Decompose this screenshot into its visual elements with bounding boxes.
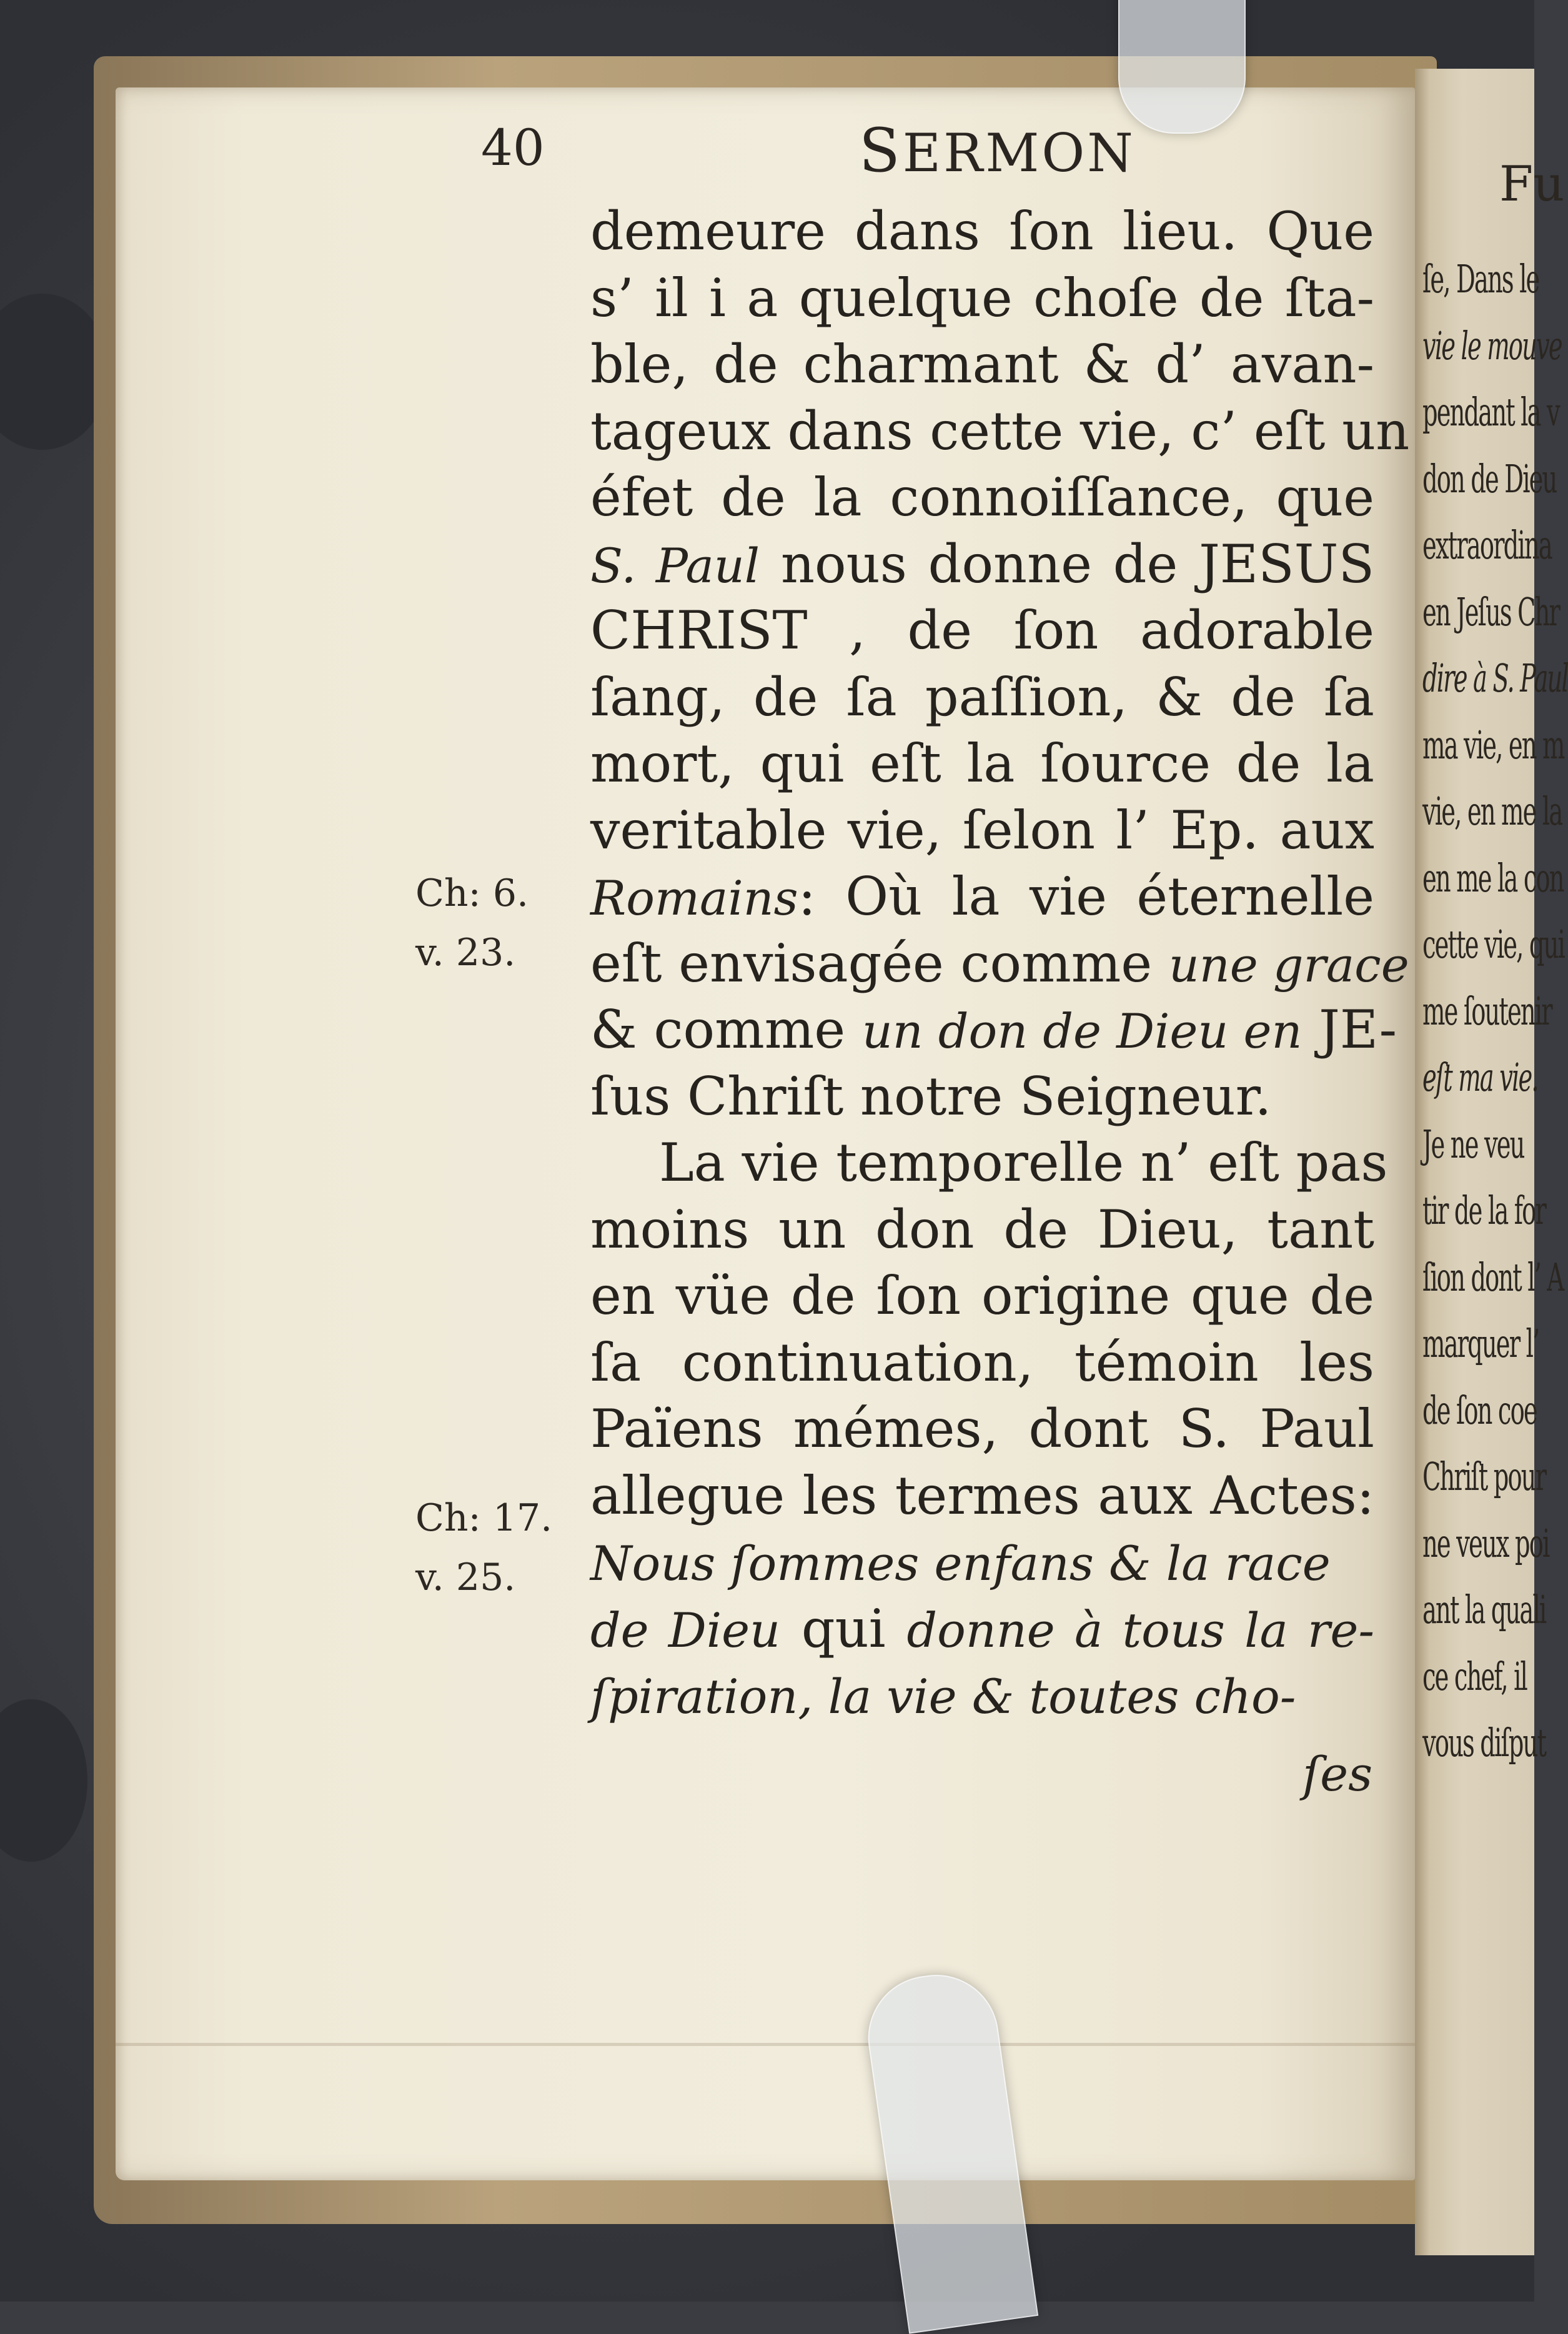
roman-run: eſt envisagée comme: [590, 932, 1169, 994]
roman-run: & comme: [590, 999, 862, 1060]
running-head: [859, 116, 1136, 186]
running-head-initial: S: [859, 116, 903, 186]
text-line: [590, 1198, 1374, 1261]
roman-run: qui: [780, 1597, 907, 1659]
facing-text-line: Chriſt pour: [1422, 1454, 1546, 1499]
facing-text-line: tir de la for: [1422, 1188, 1546, 1233]
text-line: [590, 732, 1374, 795]
roman-run: ble, de charmant & d’ avan-: [590, 334, 1374, 395]
facing-text-line: vie, en me la: [1422, 788, 1562, 834]
roman-run: JE-: [1302, 999, 1397, 1060]
roman-run: ſa continuation, témoin les: [590, 1331, 1374, 1393]
roman-run: nous donne de JESUS: [760, 533, 1374, 595]
margin-note-chapter: Ch: 17.: [415, 1496, 553, 1540]
roman-run: : Où la vie éternelle: [798, 866, 1374, 927]
text-line: [590, 1531, 1374, 1593]
facing-text-line: dire à S. Paul: [1422, 655, 1568, 701]
italic-run: une grace: [1168, 936, 1409, 993]
text-line: [590, 1398, 1374, 1460]
margin-note-chapter: Ch: 6.: [415, 872, 529, 915]
facing-text-line: vous diſput: [1422, 1720, 1546, 1765]
roman-run: CHRIST , de ſon adorable: [590, 600, 1374, 661]
roman-run: en vüe de ſon origine que de: [590, 1265, 1374, 1326]
text-line: [590, 1331, 1374, 1394]
italic-run: S. Paul: [590, 537, 760, 593]
facing-page: [1415, 69, 1568, 2255]
roman-run: s’ il i a quelque choſe de ſta-: [590, 267, 1374, 329]
text-line: [590, 1664, 1374, 1726]
roman-run: La vie temporelle n’ eſt pas: [659, 1132, 1388, 1193]
italic-run: ſpiration, la vie & toutes cho-: [590, 1669, 1296, 1724]
roman-run: ſang, de ſa paſſion, & de ſa: [590, 666, 1374, 728]
text-line: [590, 533, 1374, 595]
facing-text-line: marquer l’: [1422, 1321, 1539, 1366]
roman-run: demeure dans ſon lieu. Que: [590, 201, 1374, 262]
facing-text-line: me ſoutenir: [1422, 988, 1552, 1034]
italic-run: de Dieu: [590, 1602, 781, 1658]
text-line: [590, 400, 1410, 462]
text-line: [590, 333, 1374, 395]
catchword: ſes: [1303, 1746, 1373, 1802]
roman-run: éfet de la connoiſſance, que: [590, 467, 1374, 528]
facing-text-line: pendant la v: [1422, 389, 1559, 435]
top-page-clip: [1118, 0, 1246, 134]
facing-text-line: extraordina: [1422, 522, 1552, 568]
text-line: [590, 1264, 1374, 1327]
facing-text-line: Je ne veu: [1422, 1121, 1524, 1167]
roman-run: Païens mémes, dont S. Paul: [590, 1398, 1374, 1459]
text-line: [590, 200, 1374, 262]
running-head-rest: ERMON: [902, 122, 1136, 184]
text-line: [590, 1464, 1374, 1527]
left-clip-top: [0, 294, 109, 450]
text-line: [590, 865, 1374, 928]
roman-run: tageux dans cette vie, c’ eſt un: [590, 400, 1410, 462]
roman-run: moins un don de Dieu, tant: [590, 1198, 1374, 1260]
facing-text-line: ce chef, il: [1422, 1653, 1527, 1699]
roman-run: mort, qui eſt la ſource de la: [590, 733, 1374, 794]
roman-run: allegue les termes aux Actes:: [590, 1464, 1374, 1526]
facing-text-line: cette vie, qui: [1422, 921, 1564, 967]
facing-text-line: vie le mouve: [1422, 322, 1562, 369]
facing-text-line: ne veux poi: [1422, 1520, 1549, 1566]
text-line: [590, 1597, 1374, 1660]
text-line: [590, 599, 1374, 662]
left-clip-bottom: [0, 1699, 87, 1862]
facing-text-line: don de Dieu: [1422, 455, 1557, 502]
italic-run: Romains: [590, 870, 798, 926]
text-line: [590, 932, 1409, 995]
margin-note-verse: v. 25.: [415, 1556, 516, 1599]
text-line: [590, 466, 1374, 529]
facing-text-line: ma vie, en m: [1422, 722, 1564, 768]
text-line: [590, 998, 1397, 1061]
facing-text-line: ſe, Dans le: [1422, 256, 1539, 302]
italic-run: Nous ſommes enfans & la race: [590, 1536, 1331, 1591]
facing-running-head: Fu: [1499, 156, 1565, 212]
facing-text-line: eſt ma vie.: [1422, 1055, 1538, 1100]
text-line: [590, 666, 1374, 728]
roman-run: veritable vie, ſelon l’ Ep. aux: [590, 799, 1374, 861]
facing-text-line: ant la quali: [1422, 1587, 1546, 1632]
roman-run: ſus Chriſt notre Seigneur.: [590, 1065, 1272, 1127]
facing-text-line: de ſon coe: [1422, 1387, 1537, 1433]
italic-run: donne à tous la re-: [906, 1602, 1375, 1658]
text-line: [590, 1131, 1388, 1194]
facing-text-line: en me la con: [1422, 855, 1564, 901]
text-line: [590, 267, 1374, 329]
italic-run: un don de Dieu en: [861, 1003, 1303, 1059]
text-line: [590, 799, 1374, 862]
facing-text-line: en Jeſus Chr: [1422, 588, 1560, 635]
facing-text-line: ſion dont l’ A: [1422, 1254, 1564, 1300]
margin-note-verse: v. 23.: [415, 931, 516, 975]
text-line: [590, 1065, 1374, 1128]
page-number: 40: [481, 119, 545, 177]
